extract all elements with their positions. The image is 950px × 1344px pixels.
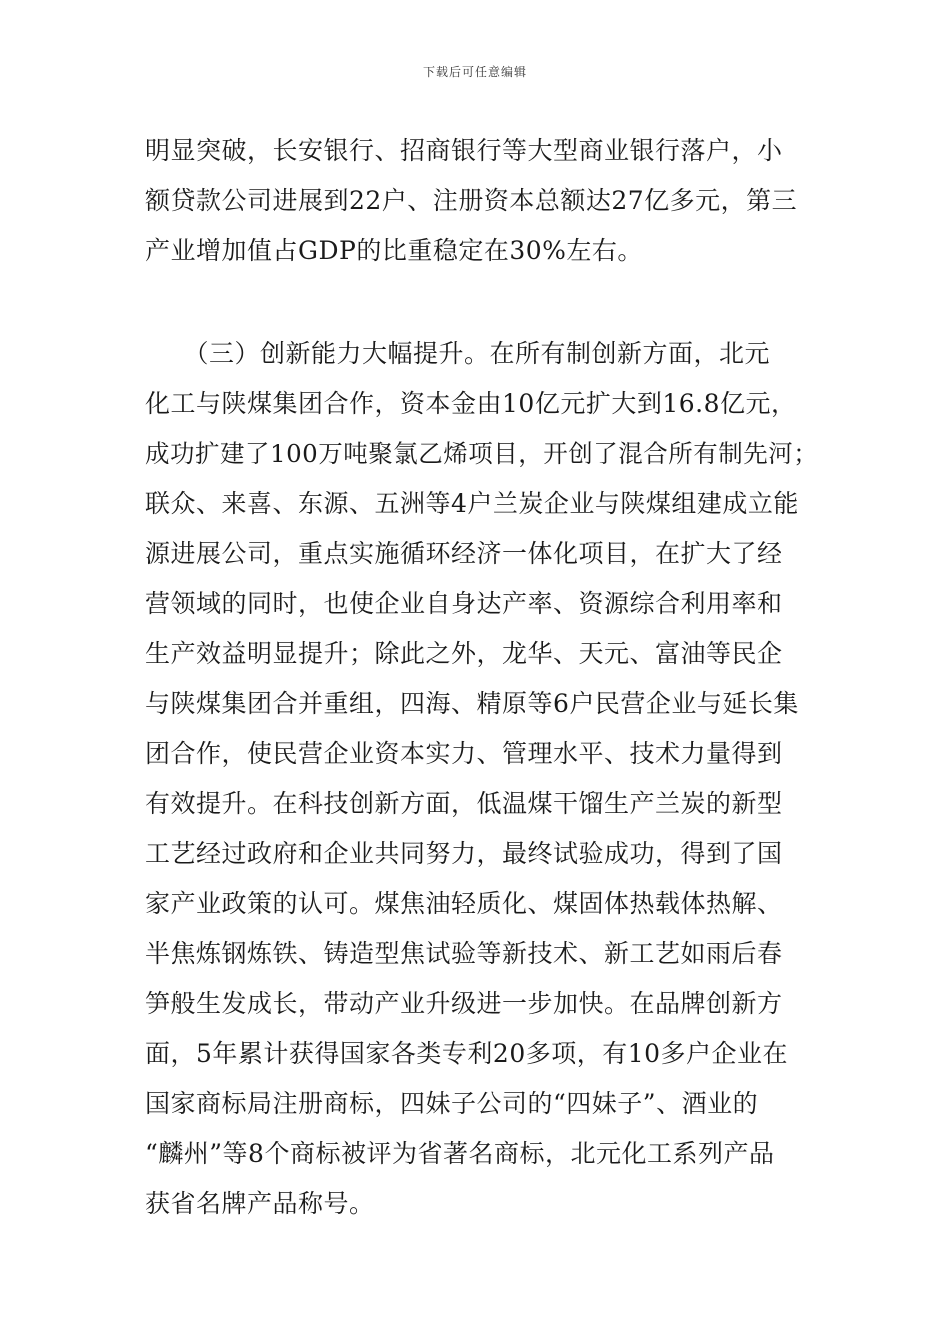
paragraph-line: 国家商标局注册商标，四妹子公司的“四妹子”、酒业的: [145, 1089, 759, 1118]
paragraph-line: 额贷款公司进展到22户、注册资本总额达27亿多元，第三: [145, 186, 798, 215]
paragraph-line: 营领域的同时，也使企业自身达产率、资源综合利用率和: [145, 589, 783, 618]
paragraph-line: 半焦炼钢炼铁、铸造型焦试验等新技术、新工艺如雨后春: [145, 939, 783, 968]
paragraph-line: “麟州”等8个商标被评为省著名商标，北元化工系列产品: [145, 1139, 775, 1168]
paragraph-line: 成功扩建了100万吨聚氯乙烯项目，开创了混合所有制先河；: [145, 439, 819, 468]
paragraph-line: 生产效益明显提升；除此之外，龙华、天元、富油等民企: [145, 639, 783, 668]
paragraph-line: （三）创新能力大幅提升。在所有制创新方面，北元: [145, 339, 771, 368]
paragraph-line: 获省名牌产品称号。: [145, 1189, 375, 1218]
page-header: 下载后可任意编辑: [422, 65, 527, 79]
paragraph-line: 团合作，使民营企业资本实力、管理水平、技术力量得到: [145, 739, 783, 768]
paragraph-line: 家产业政策的认可。煤焦油轻质化、煤固体热载体热解、: [145, 889, 783, 918]
paragraph-line: 工艺经过政府和企业共同努力，最终试验成功，得到了国: [145, 839, 783, 868]
paragraph-line: 笋般生发成长，带动产业升级进一步加快。在品牌创新方: [145, 989, 783, 1018]
paragraph-1: [145, 126, 815, 276]
paragraph-line: 明显突破，长安银行、招商银行等大型商业银行落户，小: [145, 136, 783, 165]
paragraph-line: 联众、来喜、东源、五洲等4户兰炭企业与陕煤组建成立能: [145, 489, 799, 518]
paragraph-line: 有效提升。在科技创新方面，低温煤干馏生产兰炭的新型: [145, 789, 783, 818]
paragraph-line: 产业增加值占GDP的比重稳定在30%左右。: [145, 236, 643, 265]
paragraph-2: [145, 329, 819, 1229]
paragraph-line: 化工与陕煤集团合作，资本金由10亿元扩大到16.8亿元，: [145, 389, 797, 418]
paragraph-line: 面，5年累计获得国家各类专利20多项，有10多户企业在: [145, 1039, 789, 1068]
paragraph-line: 源进展公司，重点实施循环经济一体化项目，在扩大了经: [145, 539, 783, 568]
paragraph-line: 与陕煤集团合并重组，四海、精原等6户民营企业与延长集: [145, 689, 799, 718]
